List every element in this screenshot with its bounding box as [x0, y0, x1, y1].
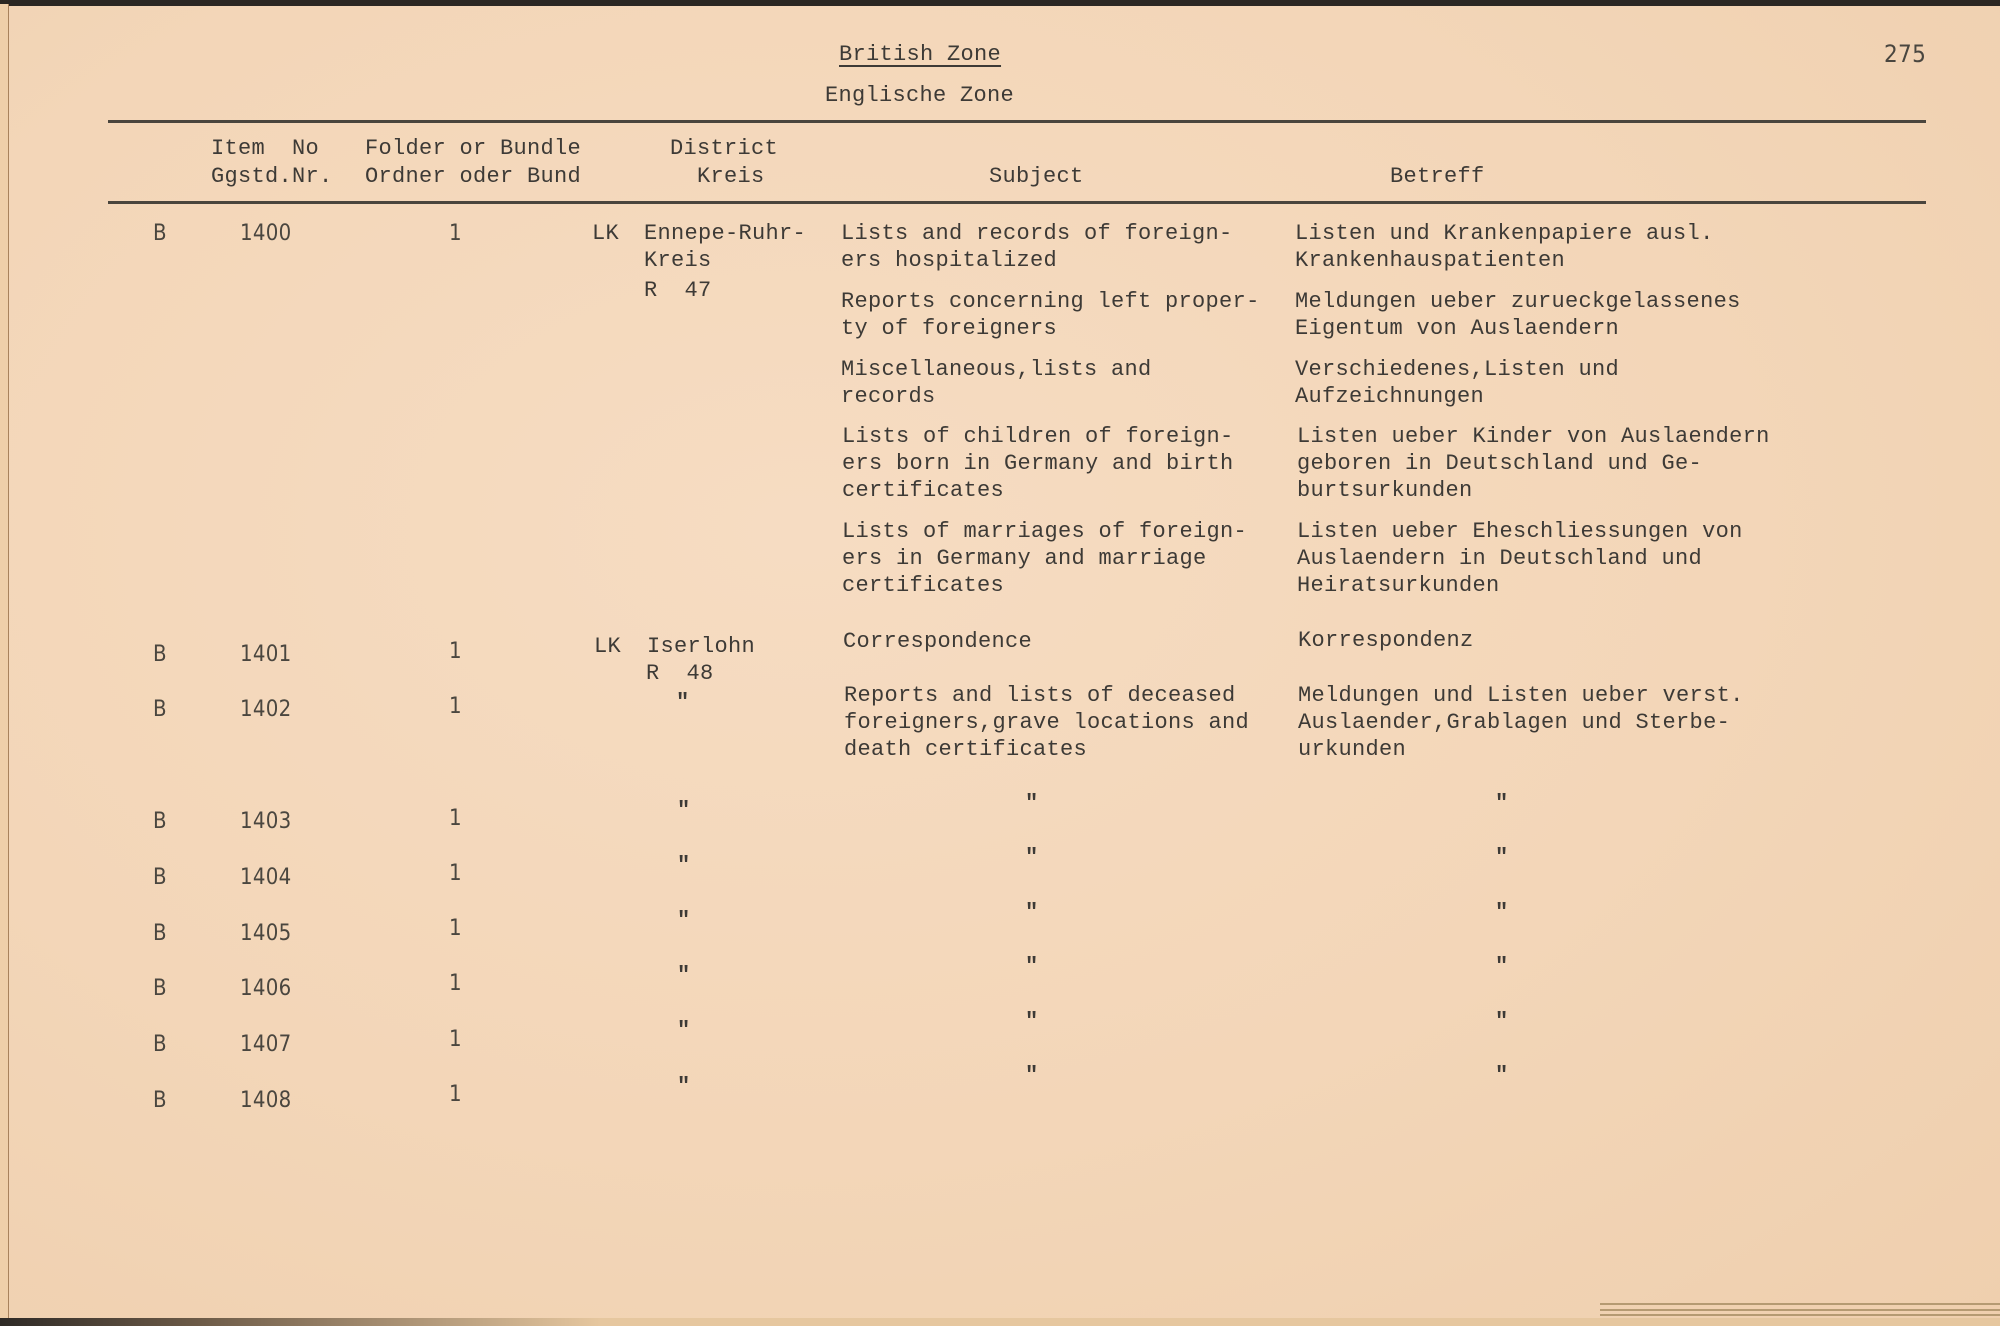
item-number-cell: 1406: [240, 976, 292, 1001]
folder-count-cell: 1: [449, 221, 462, 246]
folder-count-cell: 1: [449, 639, 462, 664]
folder-count-cell: 1: [449, 916, 462, 941]
subject-cell: Correspondence: [843, 629, 1033, 654]
ditto-mark: ": [1495, 954, 1509, 979]
header-rule-bottom: [108, 201, 1926, 204]
column-header-folder: Folder or Bundle: [365, 136, 582, 161]
page-title: British Zone: [839, 42, 1002, 67]
binding-line: [1600, 1314, 2000, 1316]
item-number-cell: 1404: [240, 865, 292, 890]
binding-line: [1600, 1303, 2000, 1305]
series-cell: B: [153, 921, 167, 946]
series-cell: B: [153, 1088, 167, 1113]
item-number-cell: 1400: [240, 221, 292, 246]
scan-bottom-edge: [0, 1318, 2000, 1326]
ditto-mark: ": [677, 1018, 691, 1043]
folder-count-cell: 1: [449, 1082, 462, 1107]
folder-count-cell: 1: [449, 861, 462, 886]
column-header-folder-de: Ordner oder Bund: [365, 164, 582, 189]
series-cell: B: [153, 221, 167, 246]
subject-cell: Reports and lists of deceased foreigners,grave locations and death certificates: [844, 683, 1250, 762]
series-cell: B: [153, 697, 167, 722]
folder-count-cell: 1: [449, 694, 462, 719]
folder-count-cell: 1: [449, 1027, 462, 1052]
series-cell: B: [153, 809, 167, 834]
column-header-item-no-de: Ggstd.Nr.: [211, 164, 333, 189]
folder-count-cell: 1: [449, 971, 462, 996]
item-number-cell: 1401: [240, 642, 292, 667]
series-cell: B: [153, 1032, 167, 1057]
column-header-item-no: Item No: [211, 136, 320, 161]
ditto-mark: ": [1495, 791, 1509, 816]
betreff-cell: Meldungen ueber zurueckgelassenes Eigentum von Auslaendern: [1295, 289, 1741, 341]
ditto-mark: ": [677, 853, 691, 878]
subject-cell: Reports concerning left proper- ty of foreigners: [841, 289, 1260, 341]
ditto-mark: ": [1025, 1009, 1039, 1034]
betreff-cell: Listen ueber Kinder von Auslaendern geboren in Deutschland und Ge- burtsurkunden: [1297, 424, 1770, 503]
ditto-mark: ": [677, 798, 691, 823]
item-number-cell: 1407: [240, 1032, 292, 1057]
ditto-mark: ": [1025, 791, 1039, 816]
ditto-mark: ": [677, 963, 691, 988]
ditto-mark: ": [677, 1074, 691, 1099]
page-subtitle: Englische Zone: [825, 83, 1015, 108]
betreff-cell: Verschiedenes,Listen und Aufzeichnungen: [1295, 357, 1620, 409]
ditto-mark: ": [1025, 845, 1039, 870]
item-number-cell: 1402: [240, 697, 292, 722]
betreff-cell: Meldungen und Listen ueber verst. Auslaender,Grablagen und Sterbe- urkunden: [1298, 683, 1744, 762]
subject-cell: Lists of marriages of foreign- ers in Germany and marriage certificates: [842, 519, 1248, 598]
page-left-edge: [0, 4, 9, 1326]
item-number-cell: 1405: [240, 921, 292, 946]
ditto-mark: ": [1495, 1063, 1509, 1088]
district-prefix: LK: [592, 221, 620, 246]
district-prefix: LK: [594, 634, 622, 659]
betreff-cell: Listen und Krankenpapiere ausl. Krankenhauspatienten: [1295, 221, 1714, 273]
column-header-district-de: Kreis: [697, 164, 765, 189]
item-number-cell: 1403: [240, 809, 292, 834]
subject-cell: Lists of children of foreign- ers born in Germany and birth certificates: [842, 424, 1234, 503]
betreff-cell: Korrespondenz: [1298, 628, 1474, 653]
district-code: R 48: [646, 661, 714, 686]
ditto-mark: ": [1495, 1009, 1509, 1034]
district-name: Ennepe-Ruhr-: [644, 221, 807, 246]
ditto-mark: ": [1025, 954, 1039, 979]
column-header-subject: Subject: [989, 164, 1084, 189]
folder-count-cell: 1: [449, 806, 462, 831]
column-header-betreff: Betreff: [1390, 164, 1485, 189]
page-number: 275: [1884, 40, 1927, 68]
ditto-mark: ": [1025, 1063, 1039, 1088]
subject-cell: Lists and records of foreign- ers hospitalized: [841, 221, 1233, 273]
series-cell: B: [153, 976, 167, 1001]
betreff-cell: Listen ueber Eheschliessungen von Auslaendern in Deutschland und Heiratsurkunden: [1297, 519, 1743, 598]
district-name: Kreis: [644, 248, 712, 273]
subject-cell: Miscellaneous,lists and records: [841, 357, 1152, 409]
series-cell: B: [153, 865, 167, 890]
ditto-mark: ": [676, 690, 690, 715]
district-code: R 47: [644, 278, 712, 303]
item-number-cell: 1408: [240, 1088, 292, 1113]
ditto-mark: ": [1495, 900, 1509, 925]
series-cell: B: [153, 642, 167, 667]
district-name: Iserlohn: [647, 634, 756, 659]
ditto-mark: ": [1495, 845, 1509, 870]
column-header-district: District: [670, 136, 779, 161]
binding-line: [1600, 1309, 2000, 1311]
scan-top-edge: [0, 0, 2000, 6]
ditto-mark: ": [677, 908, 691, 933]
ditto-mark: ": [1025, 900, 1039, 925]
header-rule-top: [108, 120, 1926, 123]
